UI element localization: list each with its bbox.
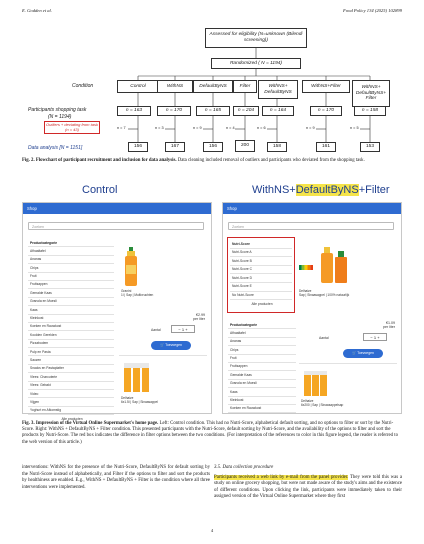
shopping-box-withns-filter: n = 170 (310, 106, 342, 116)
category-item[interactable]: Granola en Muesli (228, 380, 296, 388)
category-item[interactable]: Video (28, 390, 114, 398)
nutriscore-filter-list (228, 238, 294, 311)
category-item[interactable]: Afhaaltafel (28, 247, 114, 255)
fig2-label: Fig. 2. (22, 158, 35, 163)
minus-icon[interactable]: − (370, 335, 373, 340)
fig3-caption (22, 421, 402, 446)
add-to-cart-button[interactable] (343, 349, 383, 358)
add-to-cart-label: Toevoegen (165, 343, 182, 348)
category-item[interactable]: Chips (28, 264, 114, 272)
category-item[interactable]: Kleinkost (228, 397, 296, 405)
treatment-shop-screenshot (222, 202, 402, 414)
juice-bottle-image (319, 243, 349, 285)
analysis-box-defaultbyns: 156 (203, 142, 223, 152)
category-item[interactable]: Kleinkost (28, 315, 114, 323)
category-item[interactable]: Vlees: Charcuterie (28, 373, 114, 381)
shop-label: Shop (27, 206, 37, 211)
juice-bottle-image (123, 247, 139, 287)
removed-withns: n = 3 (155, 126, 164, 130)
analysis-box-control: 156 (128, 142, 148, 152)
category-item[interactable]: Chips (228, 346, 296, 354)
category-item[interactable]: Granola en Muesli (28, 298, 114, 306)
outliers-label-n: (n = 43) (65, 126, 79, 132)
quantity-value[interactable]: 1 (181, 327, 185, 332)
cart-icon: 🛒 (352, 351, 357, 356)
product-price (173, 313, 205, 321)
category-item[interactable]: Fruitsappen (228, 363, 296, 371)
category-item[interactable]: Vlees: Gebakt (28, 382, 114, 390)
quantity-stepper[interactable] (171, 325, 195, 333)
quantity-value[interactable]: 1 (373, 335, 377, 340)
category-item[interactable]: Koeken en Rauwkost (28, 323, 114, 331)
product-info (301, 399, 381, 407)
nutriscore-option[interactable]: Nutri-Score E (230, 283, 292, 292)
category-item[interactable]: Kaas (228, 388, 296, 396)
shopping-box-control: n = 163 (117, 106, 151, 116)
nutriscore-header: Nutri-Score (230, 240, 292, 249)
category-item[interactable]: Gemalde Kaas (28, 289, 114, 297)
quantity-stepper[interactable] (363, 333, 387, 341)
removed-withns-filter: n = 9 (306, 126, 315, 130)
fig3-label: Fig. 3. (22, 421, 35, 426)
removed-withns-defaultbyns: n = 6 (257, 126, 266, 130)
amount-label: Aantal (319, 336, 329, 340)
randomized-box: Randomized ( N = 1194) (211, 58, 301, 69)
plus-icon[interactable]: + (377, 335, 380, 340)
control-panel-title: Control (82, 184, 118, 196)
category-item[interactable]: Vijgen (28, 398, 114, 406)
plus-icon[interactable]: + (185, 327, 188, 332)
running-header-authors: E. Godden et al. (22, 8, 52, 13)
category-item[interactable]: Snacks en Pastaplatter (28, 365, 114, 373)
row-label-analysis: Data analysis [N = 1151] (28, 145, 83, 151)
title-highlight: DefaultByNS (295, 184, 359, 196)
control-shop-screenshot (22, 202, 212, 421)
condition-box-all: WithNS+ DefaultByNS+ Filter (352, 80, 390, 107)
add-to-cart-button[interactable] (151, 341, 191, 350)
condition-box-withns: WithNS (157, 80, 193, 93)
juice-pack-image (303, 371, 329, 397)
product-brand: Delhaize (301, 399, 314, 403)
shopping-box-withns: n = 170 (157, 106, 191, 116)
outliers-label-box (44, 121, 100, 134)
category-item[interactable]: Fruit (228, 355, 296, 363)
analysis-box-filter: 200 (235, 140, 255, 152)
shop-label: Shop (227, 206, 237, 211)
category-header: Productcategorie (28, 239, 114, 247)
condition-box-control: Control (117, 80, 159, 93)
product-desc: 1l | Sap | Multivruchten (121, 293, 154, 297)
condition-box-filter: Filter (233, 80, 257, 93)
product-info (121, 396, 191, 404)
analysis-box-withns: 167 (165, 142, 185, 152)
category-item[interactable]: Ananas (228, 338, 296, 346)
running-header-journal: Food Policy 134 (2025) 102899 (343, 8, 402, 13)
fig3-title: Impression of the Virtual Online Supermarket's home page. (35, 421, 159, 426)
shopping-box-filter: n = 204 (233, 106, 259, 116)
fig2-caption (22, 158, 402, 164)
fig3-text: Left: Control condition. This had no Nutri-Score, alphabetical default sorting, and no options to filter or sort by the Nutri-Score. Right: WithNS + DefaultByNS + Filter condition. This presented participants with the Nutri-Score, default sorting by Nutri-Score, and the availability of the options to filter and sort the products by Nutri-Score. The red box indicates the difference in filter options between the two conditions. (For interpretation of the references to color in this figure legend, the reader is referred to the web version of this article.) (22, 421, 398, 445)
product-brand: Granini (121, 289, 132, 293)
nutriscore-filter-box (227, 237, 295, 313)
price-value: €1.09 (386, 321, 395, 325)
category-item[interactable]: Fruit (28, 273, 114, 281)
fig2-text: Data cleaning included removal of outliers and participants who deviated from the shopping task. (177, 158, 365, 163)
page-number: 4 (210, 528, 214, 533)
product-desc: 6x200 | Sap | Sinaasappelsap (301, 403, 344, 407)
product-price (363, 321, 395, 329)
add-to-cart-label: Toevoegen (357, 351, 374, 356)
category-item[interactable]: Pulp en Pasta (28, 348, 114, 356)
juice-pack-image (123, 363, 151, 393)
removed-filter: n = 4 (226, 126, 235, 130)
category-item[interactable]: Ananas (28, 256, 114, 264)
removed-defaultbyns: n = 9 (193, 126, 202, 130)
eligibility-box: Assessed for eligibility (N=unknown (Bilendi screening)) (205, 28, 307, 48)
title-prefix: WithNS+ (252, 184, 296, 196)
category-item[interactable]: Koolden Gerelden (28, 331, 114, 339)
nutriscore-option[interactable]: Nutri-Score D (230, 274, 292, 283)
highlighted-sentence: Participants received a web link by e-mail from the panel provider. (214, 474, 349, 480)
amount-label: Aantal (151, 328, 161, 332)
body-right-column (214, 465, 402, 501)
search-input[interactable]: Zoeken (28, 222, 204, 230)
nutriscore-option[interactable]: Nutri-Score A (230, 249, 292, 258)
nutriscore-option[interactable]: Nutri-Score B (230, 257, 292, 266)
nutriscore-option[interactable]: Nutri-Score C (230, 266, 292, 275)
body-left-column: interventions: WithNS for the presence of the Nutri-Score, DefaultByNS for default sorting by the Nutri-Score instead of alphabetically, and Filter if the options to filter and sort the products by healthiness are enabled. E.g., WithNS + DefaultByNS + Filter is the condition where all three interventions were implemented. (22, 465, 210, 490)
nutriscore-option[interactable]: No Nutri-Score (230, 292, 292, 301)
category-item[interactable]: Afhaaltafel (228, 329, 296, 337)
category-item[interactable]: Gemalde Kaas (228, 371, 296, 379)
minus-icon[interactable]: − (178, 327, 181, 332)
category-item[interactable]: Sauzen (28, 356, 114, 364)
category-header: Productcategorie (228, 321, 296, 329)
product-brand: Delhaize (121, 396, 134, 400)
shopping-box-all: n = 158 (354, 106, 386, 116)
body-right-text: They were told this was a study on online grocery shopping, but were not made aware of the study's aims and the existence of different conditions. Upon clicking the link, participants were immediately taken to their assigned version of the Virtual Online Supermarket where they first (214, 474, 402, 500)
section-heading: 3.5. Data collection procedure (214, 465, 274, 470)
treatment-panel-title (252, 184, 390, 196)
category-item[interactable]: Pizzabodem (28, 340, 114, 348)
product-info (121, 289, 181, 297)
nutriscore-badge-icon (299, 265, 313, 270)
condition-box-defaultbyns: DefaultByNS (193, 80, 233, 93)
fig2-title: Flowchart of participant recruitment and inclusion for data analysis. (35, 158, 177, 163)
shop-header-bar (23, 203, 211, 214)
all-products-link[interactable]: Alle producten (61, 416, 83, 421)
shop-header-bar (223, 203, 401, 214)
title-suffix: +Filter (358, 184, 390, 196)
category-item[interactable]: Yoghurt en Afkomstig (28, 407, 114, 415)
product-desc: Sap | Sinaasappel | 100% natuurlijk (299, 293, 350, 297)
product-brand: Delhaize (299, 289, 312, 293)
search-input[interactable]: Zoeken (228, 222, 394, 230)
price-value: €2.99 (196, 313, 205, 317)
analysis-box-withns-filter: 161 (316, 142, 336, 152)
removed-control: n = 7 (117, 126, 126, 130)
shopping-box-defaultbyns: n = 165 (196, 106, 230, 116)
product-desc: 6x1.5l | Sap | Sinaasappel (121, 400, 158, 404)
category-item[interactable]: Koeken en Rauwkost (228, 405, 296, 413)
row-label-condition: Condition (72, 83, 94, 89)
category-list (28, 239, 114, 424)
condition-box-withns-filter: WithNS+Filter (302, 80, 350, 93)
analysis-box-withns-defaultbyns: 158 (267, 142, 287, 152)
category-item[interactable]: Kaas (28, 306, 114, 314)
category-item[interactable]: Fruitsappen (28, 281, 114, 289)
shopping-box-withns-defaultbyns: n = 164 (262, 106, 294, 116)
analysis-box-all: 153 (360, 142, 380, 152)
product-info (299, 289, 389, 297)
row-label-shopping-n: (N = 1194) (48, 114, 72, 120)
category-list (228, 321, 296, 413)
price-unit: per liter (383, 325, 395, 330)
price-unit: per liter (193, 317, 205, 322)
outliers-label-text: Outliers + deviating from task (46, 122, 98, 127)
removed-all: n = 5 (350, 126, 359, 130)
row-label-shopping: Participants shopping task (28, 107, 87, 113)
cart-icon: 🛒 (160, 343, 165, 348)
nutriscore-all-products[interactable]: Alle producten (251, 301, 273, 306)
condition-box-withns-defaultbyns: WithNS+ DefaultByNS (258, 80, 298, 99)
